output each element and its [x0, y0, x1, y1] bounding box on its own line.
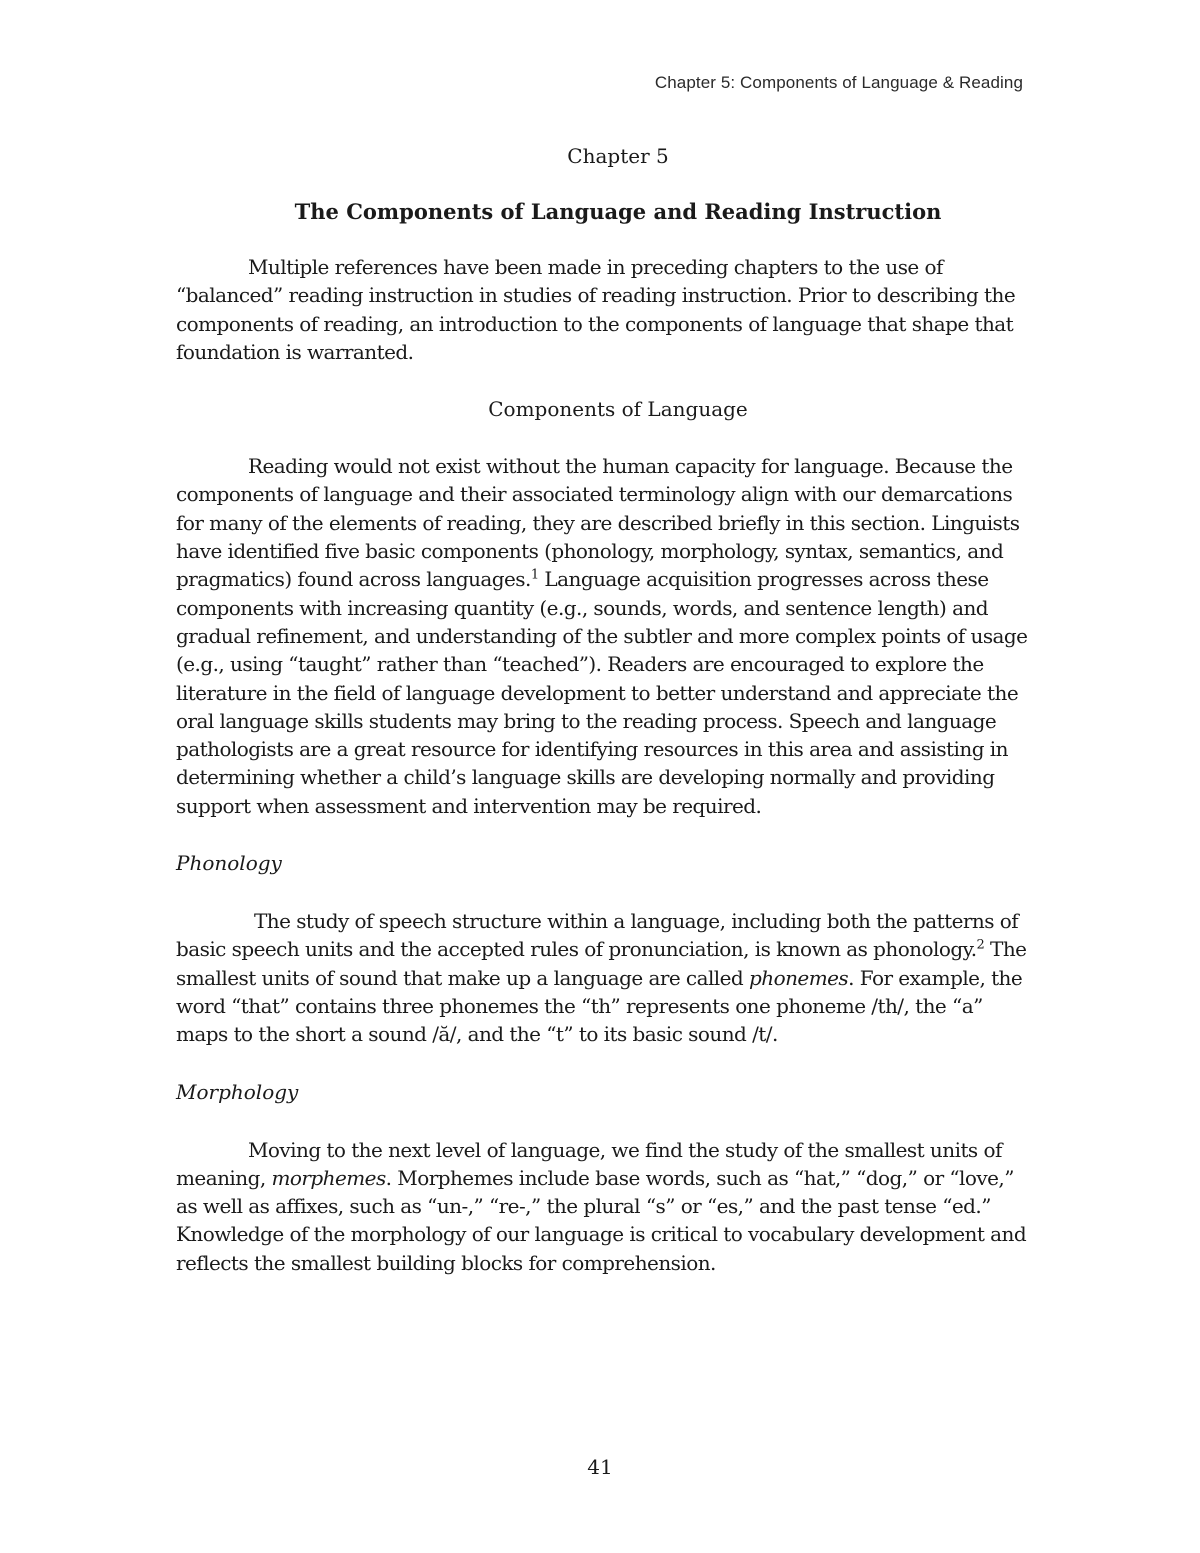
phonemes-term: phonemes	[749, 965, 849, 990]
subheading-morphology: Morphology	[176, 1079, 299, 1104]
components-text-part2: Language acquisition progresses across these components with increasing quantity (e.g., sounds, words, and sentence length) and gradual refinement, and understanding of the subtler and more complex points of usage (e.g., using “taught” rather than “teached”). Readers are encouraged to explore the literature in the field of language development to better understand and appreciate the oral language skills students may bring to the reading process. Speech and language pathologists are a great resource for identifying resources in this area and assisting in determining whether a child’s language skills are developing normally and providing support when assessment and intervention may be required.	[176, 567, 1028, 818]
phonology-text-part2: The smallest units of sound that make up a language are called	[176, 937, 1027, 990]
morphology-text-part1: Moving to the next level of language, we find the study of the smallest units of meaning,	[176, 1137, 1002, 1190]
footnote-marker-2: 2	[976, 937, 985, 953]
morphology-text-part2: . Morphemes include base words, such as “hat,” “dog,” or “love,” as well as affixes, such as “un-,” “re-,” the plural “s” or “es,” and the past tense “ed.” Knowledge of the morphology of our language is critical to vocabulary development and reflects the smallest building blocks for comprehension.	[176, 1165, 1027, 1275]
chapter-title: The Components of Language and Reading Instruction	[294, 199, 942, 224]
page-number-text: 41	[587, 1455, 613, 1479]
chapter-label: Chapter 5	[567, 144, 669, 168]
intro-paragraph: Multiple references have been made in preceding chapters to the use of “balanced” reading instruction in studies of reading instruction. Prior to describing the components of reading, an introduction to the components of language that shape that foundation is warranted.	[176, 255, 1016, 364]
page-body	[176, 140, 1038, 1277]
footnote-marker-1: 1	[530, 567, 539, 583]
morphemes-term: morphemes	[271, 1165, 386, 1190]
running-head: Chapter 5: Components of Language & Reading	[654, 73, 1023, 92]
components-text-part1: Reading would not exist without the human capacity for language. Because the components of language and their associated terminology align with our demarcations for many of the elements of reading, they are described briefly in this section. Linguists have identified five basic components (phonology, morphology, syntax, semantics, and pragmatics) found across languages.	[176, 454, 1020, 592]
subheading-phonology: Phonology	[176, 851, 282, 876]
phonology-paragraph	[176, 907, 1038, 1048]
components-paragraph	[176, 452, 1038, 820]
morphology-paragraph	[176, 1136, 1038, 1277]
phonology-text-part3: . For example, the word “that” contains three phonemes the “th” represents one phoneme /th/, the “a” maps to the short a sound /ă/, and the “t” to its basic sound /t/.	[176, 965, 1023, 1047]
page-number	[0, 1455, 1200, 1479]
phonology-text-part1: The study of speech structure within a language, including both the patterns of basic speech units and the accepted rules of pronunciation, is known as phonology.	[176, 909, 1019, 962]
section-heading-components-of-language: Components of Language	[488, 397, 748, 422]
